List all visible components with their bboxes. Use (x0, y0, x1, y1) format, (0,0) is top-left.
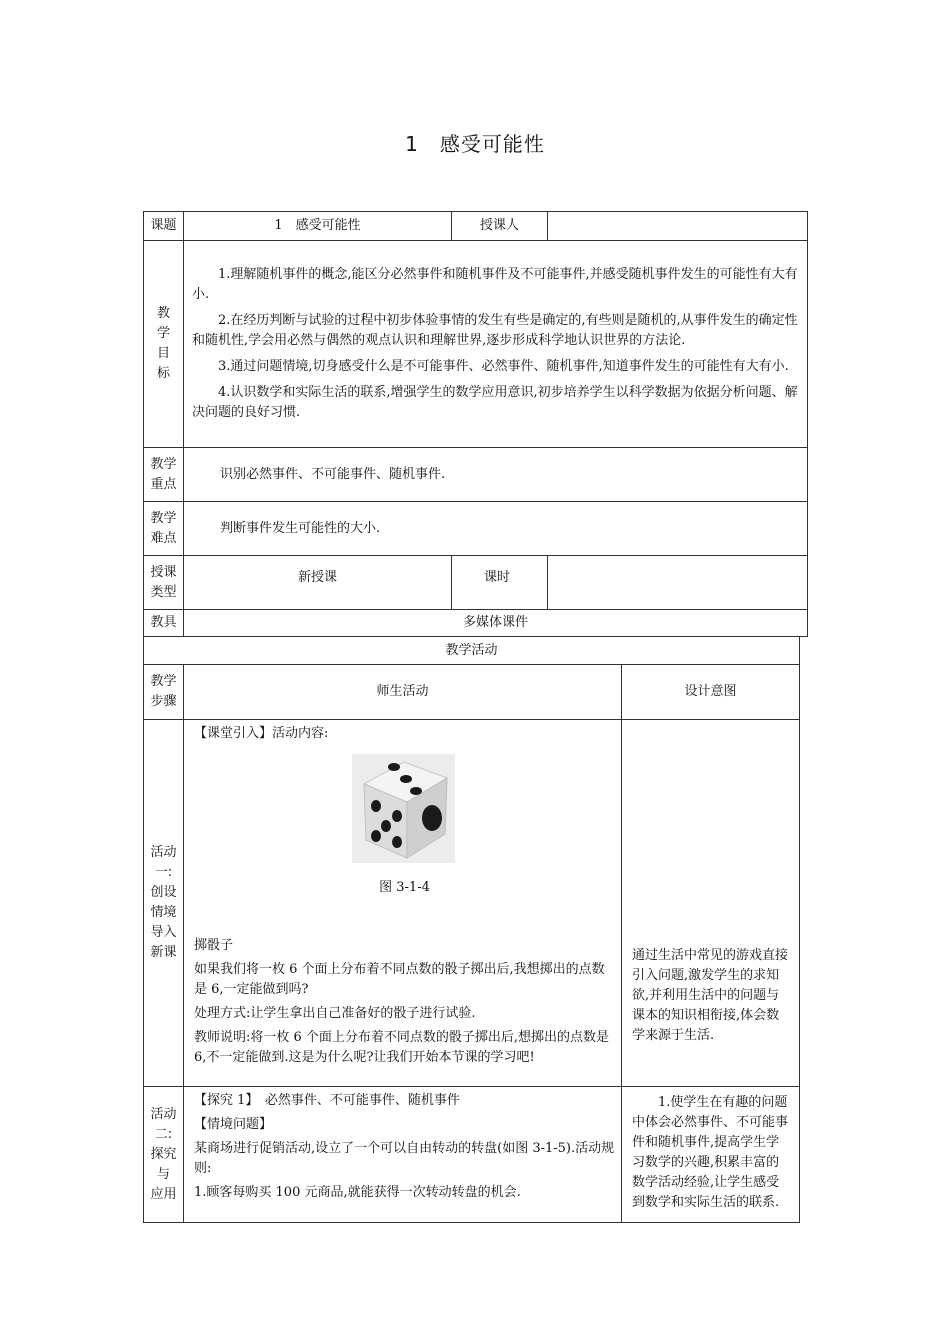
class-hours-label: 课时 (452, 556, 548, 610)
activities-header: 教学活动 (144, 637, 800, 665)
key-points-value: 识别必然事件、不可能事件、随机事件. (184, 448, 808, 502)
paragraph: 如果我们将一枚 6 个面上分布着不同点数的骰子掷出后,我想掷出的点数是 6,一定能做到吗? (194, 962, 605, 997)
activity-two-intent: 1.使学生在有趣的问题中体会必然事件、不可能事件和随机事件,提高学生学习数学的兴趣,积累丰富的数学活动经验,让学生感受到数学和实际生活的联系. (622, 1087, 800, 1223)
activities-header-row (144, 637, 800, 665)
activity-column-header: 师生活动 (184, 665, 622, 720)
activities-table (143, 636, 800, 1223)
difficulty-label: 教学 难点 (144, 502, 184, 556)
activity-two-step: 活动 二: 探究 与 应用 (144, 1087, 184, 1223)
lesson-info-table (143, 211, 808, 637)
columns-header-row (144, 665, 800, 720)
dice-pip (371, 830, 381, 842)
dice-pip (410, 787, 422, 795)
dice-pip (392, 810, 402, 822)
key-points-label: 教学 重点 (144, 448, 184, 502)
objective-item: 1.理解随机事件的概念,能区分必然事件和随机事件及不可能事件,并感受随机事件发生的可能性有大有小. (192, 267, 798, 302)
dice-pip (371, 800, 381, 812)
dice-pip (392, 836, 402, 848)
activity-one-intent: 通过生活中常见的游戏直接引入问题,激发学生的求知欲,并利用生活中的问题与课本的知识相衔接,体会数学来源于生活. (622, 720, 800, 1087)
dice-figure (352, 754, 455, 863)
objectives-row (144, 241, 808, 448)
topic-label: 课题 (144, 212, 184, 241)
dice-pip (381, 820, 391, 832)
paragraph: 教师说明:将一枚 6 个面上分布着不同点数的骰子掷出后,想掷出的点数是 6,不一定能做到.这是为什么呢?让我们开始本节课的学习吧! (194, 1030, 610, 1065)
tools-value: 多媒体课件 (184, 610, 808, 637)
page-title: 1 感受可能性 (405, 132, 545, 156)
lesson-type-label: 授课 类型 (144, 556, 184, 610)
intent-column-header: 设计意图 (622, 665, 800, 720)
teacher-label: 授课人 (452, 212, 548, 241)
lesson-type-value: 新授课 (184, 556, 452, 610)
teacher-value (548, 212, 808, 241)
class-hours-value (548, 556, 808, 610)
activity-one-step: 活动 一: 创设 情境 导入 新课 (144, 720, 184, 1087)
objective-item: 4.认识数学和实际生活的联系,增强学生的数学应用意识,初步培养学生以科学数据为依据分析问题、解决问题的良好习惯. (192, 385, 798, 420)
dice-pip (388, 763, 400, 771)
paragraph: 处理方式:让学生拿出自己准备好的骰子进行试验. (194, 1006, 476, 1021)
paragraph: 1.顾客每购买 100 元商品,就能获得一次转动转盘的机会. (194, 1185, 521, 1200)
paragraph: 【情境问题】 (194, 1117, 273, 1132)
key-points-row (144, 448, 808, 502)
step-column-header: 教学 步骤 (144, 665, 184, 720)
paragraph: 【探究 1】 必然事件、不可能事件、随机事件 (194, 1093, 460, 1108)
topic-value: 1 感受可能性 (184, 212, 452, 241)
lesson-type-row (144, 556, 808, 610)
figure-caption: 图 3-1-4 (379, 880, 430, 895)
objectives-label: 教 学 目 标 (144, 241, 184, 448)
tools-row (144, 610, 808, 637)
difficulty-row (144, 502, 808, 556)
tools-label: 教具 (144, 610, 184, 637)
objective-item: 2.在经历判断与试验的过程中初步体验事情的发生有些是确定的,有些则是随机的,从事件发生的确定性和随机性,学会用必然与偶然的观点认识和理解世界,逐步形成科学地认识世界的方法论. (192, 313, 798, 348)
dice-pip (400, 775, 412, 783)
activity-one-content (184, 720, 622, 1087)
dice-pip (422, 805, 442, 831)
activity-two-content (184, 1087, 622, 1223)
activity-one-row (144, 720, 800, 1087)
topic-row (144, 212, 808, 241)
objective-item: 3.通过问题情境,切身感受什么是不可能事件、必然事件、随机事件,知道事件发生的可能性有大有小. (218, 359, 789, 374)
paragraph: 掷骰子 (194, 938, 234, 953)
objectives-list (184, 241, 808, 448)
difficulty-value: 判断事件发生可能性的大小. (184, 502, 808, 556)
paragraph: 某商场进行促销活动,设立了一个可以自由转动的转盘(如图 3-1-5).活动规则: (194, 1141, 615, 1176)
intro-heading: 【课堂引入】活动内容: (194, 726, 329, 741)
activity-two-row (144, 1087, 800, 1223)
